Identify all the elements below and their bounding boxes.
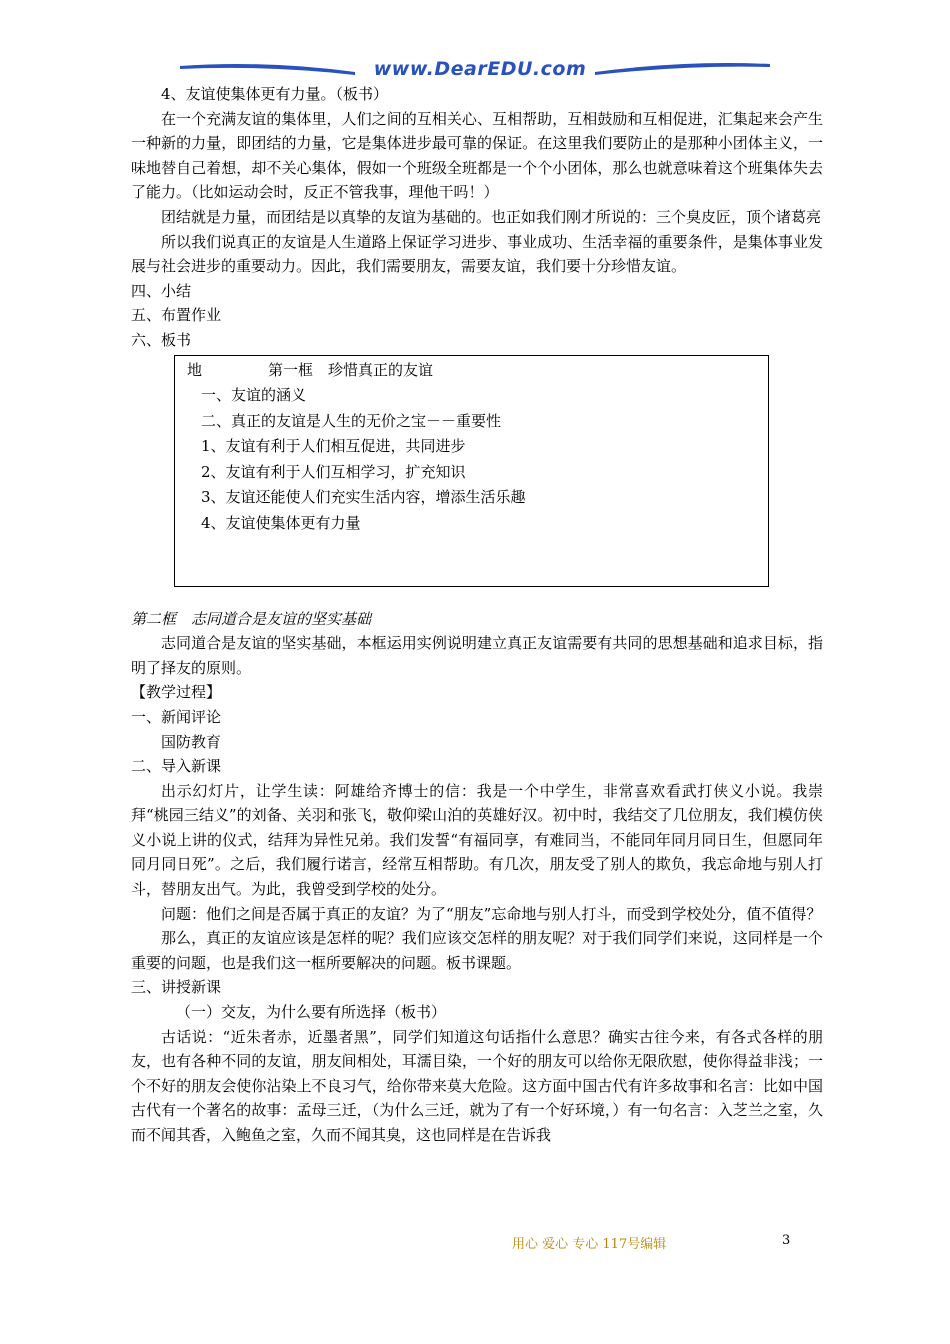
heading-intro: 二、导入新课	[131, 757, 222, 776]
paragraph: 国防教育	[161, 732, 222, 751]
top-paragraphs	[131, 82, 823, 353]
paragraph: 那么，真正的友谊应该是怎样的呢？我们应该交怎样的朋友呢？对于我们同学们来说，这同样是一个重要的问题，也是我们这一框所要解决的问题。板书课题。	[131, 929, 823, 972]
heading-lecture: 三、讲授新课	[131, 978, 222, 997]
site-logo-text[interactable]: www.DearEDU.com	[373, 58, 587, 80]
section-title: 第二框 志同道合是友谊的坚实基础	[131, 609, 372, 628]
heading-homework: 五、布置作业	[131, 306, 222, 325]
paragraph: 在一个充满友谊的集体里，人们之间的互相关心、互相帮助，互相鼓励和互相促进，汇集起来会产生一种新的力量，即团结的力量，它是集体进步最可靠的保证。在这里我们要防止的是那种小团体主义，一味地替自己着想，却不关心集体，假如一个班级全班都是一个个小团体，那么也就意味着这个班集体失去了能力。（比如运动会时，反正不管我事，理他干吗！）	[131, 109, 823, 202]
heading-summary: 四、小结	[131, 281, 192, 300]
page-number: 3	[782, 1233, 791, 1248]
section-body	[131, 631, 823, 1147]
paragraph: 出示幻灯片，让学生读：阿雄给齐博士的信：我是一个中学生，非常喜欢看武打侠义小说。我崇拜“桃园三结义”的刘备、关羽和张飞，敬仰梁山泊的英雄好汉。初中时，我结交了几位朋友，我们模仿侠义小说上讲的仪式，结拜为异性兄弟。我们发誓“有福同享，有难同当，不能同年同月同日生，但愿同年同月同日死”。之后，我们履行诺言，经常互相帮助。有几次，朋友受了别人的欺负，我忘命地与别人打斗，替朋友出气。为此，我曾受到学校的处分。	[131, 781, 823, 899]
paragraph: 志同道合是友谊的坚实基础，本框运用实例说明建立真正友谊需要有共同的思想基础和追求目标，指明了择友的原则。	[131, 634, 823, 677]
document-body	[131, 82, 823, 1148]
footer-text: 用心 爱心 专心 117号编辑	[512, 1237, 667, 1252]
board-title-row	[187, 358, 756, 384]
board-item: 一、友谊的涵义	[201, 386, 307, 405]
board-item: 1、友谊有利于人们相互促进，共同进步	[201, 437, 466, 456]
board-item: 二、真正的友谊是人生的无价之宝－－重要性	[201, 411, 502, 430]
heading-board: 六、板书	[131, 330, 192, 349]
paragraph: 团结就是力量，而团结是以真挚的友谊为基础的。也正如我们刚才所说的：三个臭皮匠，顶个诸葛亮	[161, 207, 822, 226]
board-title: 第一框 珍惜真正的友谊	[268, 360, 434, 379]
paragraph: 所以我们说真正的友谊是人生道路上保证学习进步、事业成功、生活幸福的重要条件，是集体事业发展与社会进步的重要动力。因此，我们需要朋友，需要友谊，我们要十分珍惜友谊。	[131, 232, 823, 276]
paragraph: 问题：他们之间是否属于真正的友谊？为了“朋友”忘命地与别人打斗，而受到学校处分，值不值得？	[161, 904, 822, 923]
paragraph: 4、友谊使集体更有力量。（板书）	[161, 85, 389, 103]
subheading: （一）交友，为什么要有所选择（板书）	[176, 1003, 447, 1022]
board-label: 地	[187, 360, 203, 379]
heading-process: 【教学过程】	[131, 683, 222, 702]
paragraph: 古话说：“近朱者赤，近墨者黑”，同学们知道这句话指什么意思？确实古往今来，有各式各样的朋友，也有各种不同的友谊，朋友间相处，耳濡目染，一个好的朋友可以给你无限欣慰，使你得益非浅；一个不好的朋友会使你沾染上不良习气，给你带来莫大危险。这方面中国古代有许多故事和名言：比如中国古代有一个著名的故事：孟母三迁，（为什么三迁，就为了有一个好环境，）有一句名言：入芝兰之室，久而不闻其香，入鲍鱼之室，久而不闻其臭，这也同样是在告诉我	[131, 1027, 823, 1144]
blackboard-box	[174, 355, 769, 587]
board-item: 2、友谊有利于人们互相学习，扩充知识	[201, 462, 466, 481]
board-item: 4、友谊使集体更有力量	[201, 513, 361, 532]
board-item: 3、友谊还能使人们充实生活内容，增添生活乐趣	[201, 488, 526, 507]
heading-news: 一、新闻评论	[131, 707, 222, 726]
